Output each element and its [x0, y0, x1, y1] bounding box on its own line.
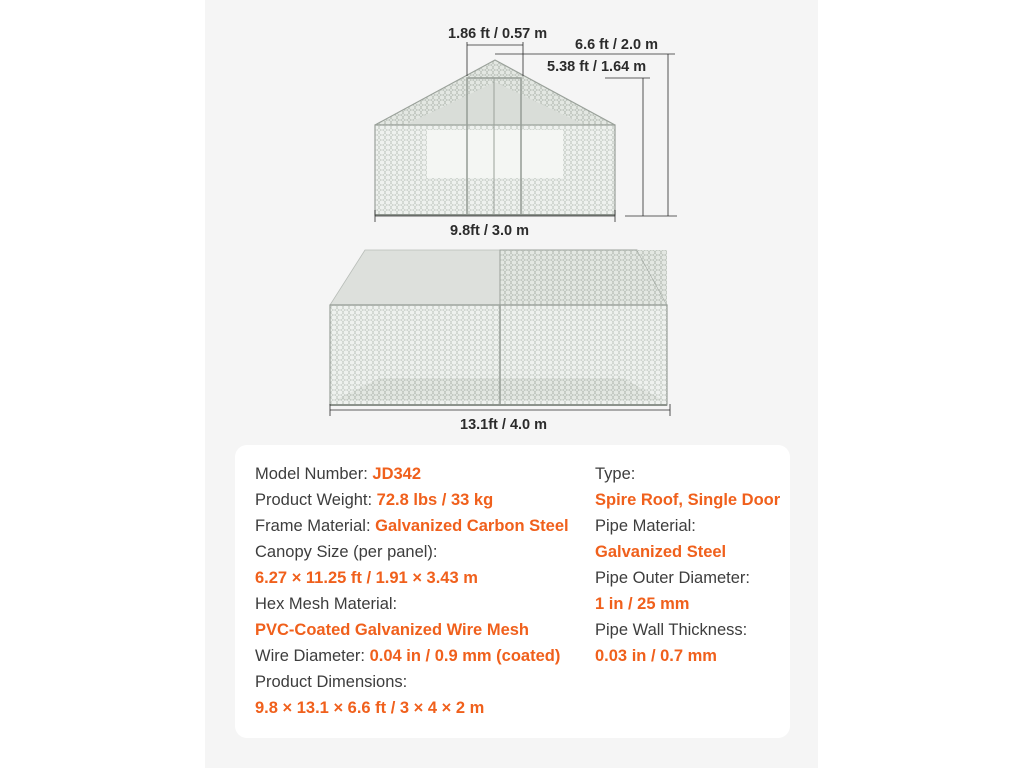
side-view-enclosure: [330, 250, 667, 405]
pipe-wall-thickness-label: Pipe Wall Thickness:: [595, 621, 748, 639]
frame-material-row: Frame Material: Galvanized Carbon Steel: [255, 517, 569, 535]
product-dimensions-value: 9.8 × 13.1 × 6.6 ft / 3 × 4 × 2 m: [255, 699, 485, 717]
pipe-material-label: Pipe Material:: [595, 517, 696, 535]
product-dimensions-label: Product Dimensions:: [255, 673, 408, 691]
wire-diameter-row: Wire Diameter: 0.04 in / 0.9 mm (coated): [255, 647, 561, 665]
pipe-outer-diameter-value: 1 in / 25 mm: [595, 595, 690, 613]
specifications-card: [235, 445, 790, 738]
width-label: 9.8ft / 3.0 m: [450, 223, 529, 239]
type-label: Type:: [595, 465, 636, 483]
pipe-wall-thickness-value: 0.03 in / 0.7 mm: [595, 647, 717, 665]
hex-mesh-material-label: Hex Mesh Material:: [255, 595, 398, 613]
side-height-label: 5.38 ft / 1.64 m: [547, 59, 647, 75]
specs-right-column: [595, 461, 785, 669]
hex-mesh-material-value: PVC-Coated Galvanized Wire Mesh: [255, 621, 529, 639]
product-diagram: [205, 0, 818, 445]
product-weight-value: 72.8 lbs / 33 kg: [376, 491, 494, 509]
pipe-material-value: Galvanized Steel: [595, 543, 727, 561]
wire-diameter-value: 0.04 in / 0.9 mm (coated): [369, 647, 561, 665]
door-width-label: 1.86 ft / 0.57 m: [448, 26, 548, 42]
front-view-enclosure: [375, 60, 615, 215]
canopy-size-label: Canopy Size (per panel):: [255, 543, 438, 561]
type-value: Spire Roof, Single Door: [595, 491, 781, 509]
specs-left-column: [255, 461, 585, 721]
canopy-size-value: 6.27 × 11.25 ft / 1.91 × 3.43 m: [255, 569, 478, 587]
product-weight-row: Product Weight: 72.8 lbs / 33 kg: [255, 491, 494, 509]
length-label: 13.1ft / 4.0 m: [460, 417, 548, 433]
pipe-outer-diameter-label: Pipe Outer Diameter:: [595, 569, 750, 587]
frame-material-value: Galvanized Carbon Steel: [375, 517, 569, 535]
model-number-row: Model Number: JD342: [255, 465, 422, 483]
model-number-value: JD342: [372, 465, 422, 483]
total-height-label: 6.6 ft / 2.0 m: [575, 37, 659, 53]
